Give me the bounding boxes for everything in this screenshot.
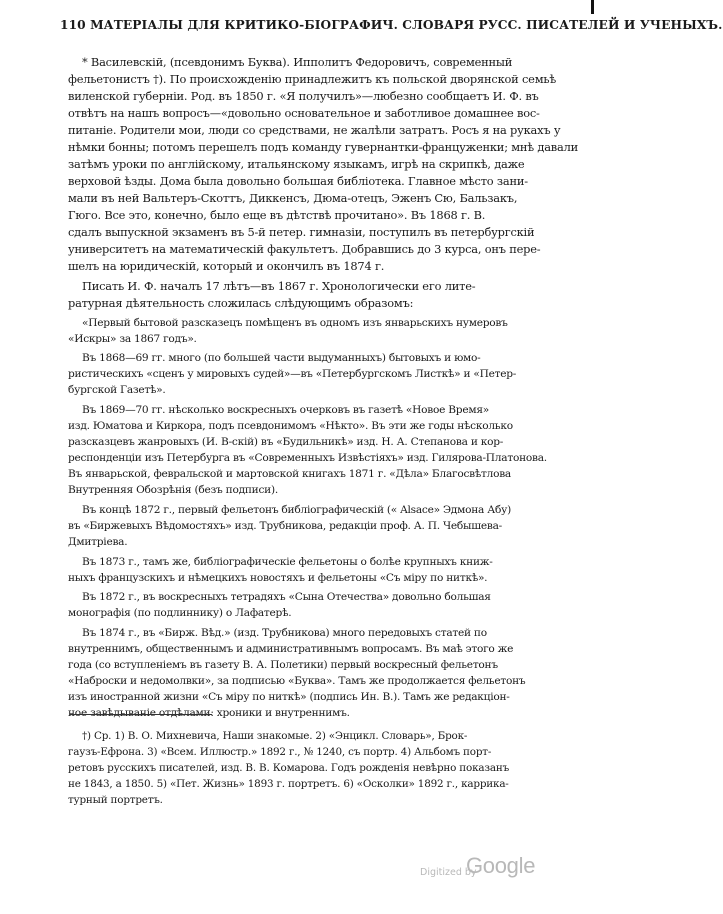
text-line: Въ январьской, февральской и мартовской книгахъ 1871 г. «Дѣла» Благосвѣтлова <box>68 468 511 480</box>
text-line: ное завѣдываніе отдѣлами: хроники и внутреннимъ. <box>68 707 350 719</box>
text-line: питаніе. Родители мои, люди со средствами, не жалѣли затратъ. Росъ я на рукахъ у <box>68 123 561 137</box>
text-line: * Василевскій, (псевдонимъ Буква). Ипполитъ Федоровичъ, современный <box>82 55 513 69</box>
text-line: «Первый бытовой разсказецъ помѣщенъ въ одномъ изъ январьскихъ нумеровъ <box>82 317 508 329</box>
text-line: сдалъ выпускной экзаменъ въ 5-й петер. гимназіи, поступилъ въ петербургскій <box>68 225 535 239</box>
footnote-line: гаузъ-Ефрона. 3) «Всем. Иллюстр.» 1892 г., № 1240, съ портр. 4) Альбомъ порт- <box>68 746 492 758</box>
running-header: 110 МАТЕРІАЛЫ ДЛЯ КРИТИКО-БІОГРАФИЧ. СЛОВАРЯ РУСС. ПИСАТЕЛЕЙ И УЧЕНЫХЪ. <box>60 18 723 32</box>
watermark-digitized-text: Digitized by <box>420 867 477 878</box>
text-line: верховой ѣзды. Дома была довольно большая библіотека. Главное мѣсто зани- <box>68 174 528 188</box>
footnote-divider <box>70 714 212 715</box>
text-line: ныхъ французскихъ и нѣмецкихъ новостяхъ и фельетоны «Съ міру по ниткѣ». <box>68 572 488 584</box>
google-digitized-watermark <box>420 853 560 887</box>
text-line: «Искры» за 1867 годъ». <box>68 333 197 345</box>
text-line: отвѣтъ на нашъ вопросъ—«довольно основательное и заботливое домашнее вос- <box>68 106 540 120</box>
text-line: ратурная дѣятельность сложилась слѣдующимъ образомъ: <box>68 296 414 310</box>
text-line: бургской Газетѣ». <box>68 384 166 396</box>
text-line: «Наброски и недомолвки», за подписью «Буква». Тамъ же продолжается фельетонъ <box>68 675 526 687</box>
text-line: фельетонистъ †). По происхожденію принадлежитъ къ польской дворянской семьѣ <box>68 72 557 86</box>
scan-edge-mark <box>591 0 594 14</box>
text-line: Въ 1872 г., въ воскресныхъ тетрадяхъ «Сына Отечества» довольно большая <box>82 591 491 603</box>
text-line: изъ иностранной жизни «Съ міру по ниткѣ» (подпись Ин. В.). Тамъ же редакціон- <box>68 691 510 703</box>
text-line: въ «Биржевыхъ Вѣдомостяхъ» изд. Трубникова, редакціи проф. А. П. Чебышева- <box>68 520 502 532</box>
text-line: Въ 1873 г., тамъ же, библіографическіе фельетоны о болѣе крупныхъ книж- <box>82 556 493 568</box>
footnote-line: турный портретъ. <box>68 794 163 806</box>
text-line: монографія (по подлиннику) о Лафатерѣ. <box>68 607 292 619</box>
text-line: Дмитріева. <box>68 536 128 548</box>
text-line: Гюго. Все это, конечно, было еще въ дѣтствѣ прочитано». Въ 1868 г. В. <box>68 208 486 222</box>
watermark-google-logo: Google <box>466 853 536 878</box>
footnote-line: не 1843, а 1850. 5) «Пет. Жизнь» 1893 г. портретъ. 6) «Осколки» 1892 г., каррика- <box>68 778 509 790</box>
text-line: Писать И. Ф. началъ 17 лѣтъ—въ 1867 г. Хронологически его лите- <box>82 279 476 293</box>
text-line: Въ 1869—70 гг. нѣсколько воскресныхъ очерковъ въ газетѣ «Новое Время» <box>82 404 490 416</box>
text-line: года (со вступленіемъ въ газету В. А. Полетики) первый воскресный фельетонъ <box>68 659 498 671</box>
text-line: Въ концѣ 1872 г., первый фельетонъ библіографическій (« Alsace» Эдмона Абу) <box>82 504 511 516</box>
text-line: ристическихъ «сценъ у мировыхъ судей»—въ «Петербургскомъ Листкѣ» и «Петер- <box>68 368 517 380</box>
text-line: шелъ на юридическій, который и окончилъ въ 1874 г. <box>68 259 385 273</box>
text-line: респонденціи изъ Петербурга въ «Современныхъ Извѣстіяхъ» изд. Гилярова-Платонова. <box>68 452 547 464</box>
text-line: университетъ на математическій факультетъ. Добравшись до 3 курса, онъ пере- <box>68 242 541 256</box>
text-line: внутреннимъ, общественнымъ и административнымъ вопросамъ. Въ маѣ этого же <box>68 643 514 655</box>
text-line: затѣмъ уроки по англійскому, итальянскому языкамъ, игрѣ на скрипкѣ, даже <box>68 157 525 171</box>
text-line: мали въ ней Вальтеръ-Скоттъ, Диккенсъ, Дюма-отецъ, Эженъ Сю, Бальзакъ, <box>68 191 518 205</box>
text-line: изд. Юматова и Киркора, подъ псевдонимомъ «Нѣкто». Въ эти же годы нѣсколько <box>68 420 513 432</box>
footnote-line: †) Ср. 1) В. О. Михневича, Наши знакомые. 2) «Энцикл. Словарь», Брок- <box>82 730 468 742</box>
text-line: Внутренняя Обозрѣнія (безъ подписи). <box>68 484 278 496</box>
text-line: Въ 1868—69 гг. много (по большей части выдуманныхъ) бытовыхъ и юмо- <box>82 352 481 364</box>
text-line: нѣмки бонны; потомъ перешелъ подъ команду гувернантки-француженки; мнѣ давали <box>68 140 579 154</box>
text-line: Въ 1874 г., въ «Бирж. Вѣд.» (изд. Трубникова) много передовыхъ статей по <box>82 627 487 639</box>
text-line: разсказцевъ жанровыхъ (И. В-скій) въ «Будильникѣ» изд. Н. А. Степанова и кор- <box>68 436 504 448</box>
text-line: виленской губерніи. Род. въ 1850 г. «Я получилъ»—любезно сообщаетъ И. Ф. въ <box>68 89 539 103</box>
footnote-line: ретовъ русскихъ писателей, изд. В. В. Комарова. Годъ рожденія невѣрно показанъ <box>68 762 509 774</box>
